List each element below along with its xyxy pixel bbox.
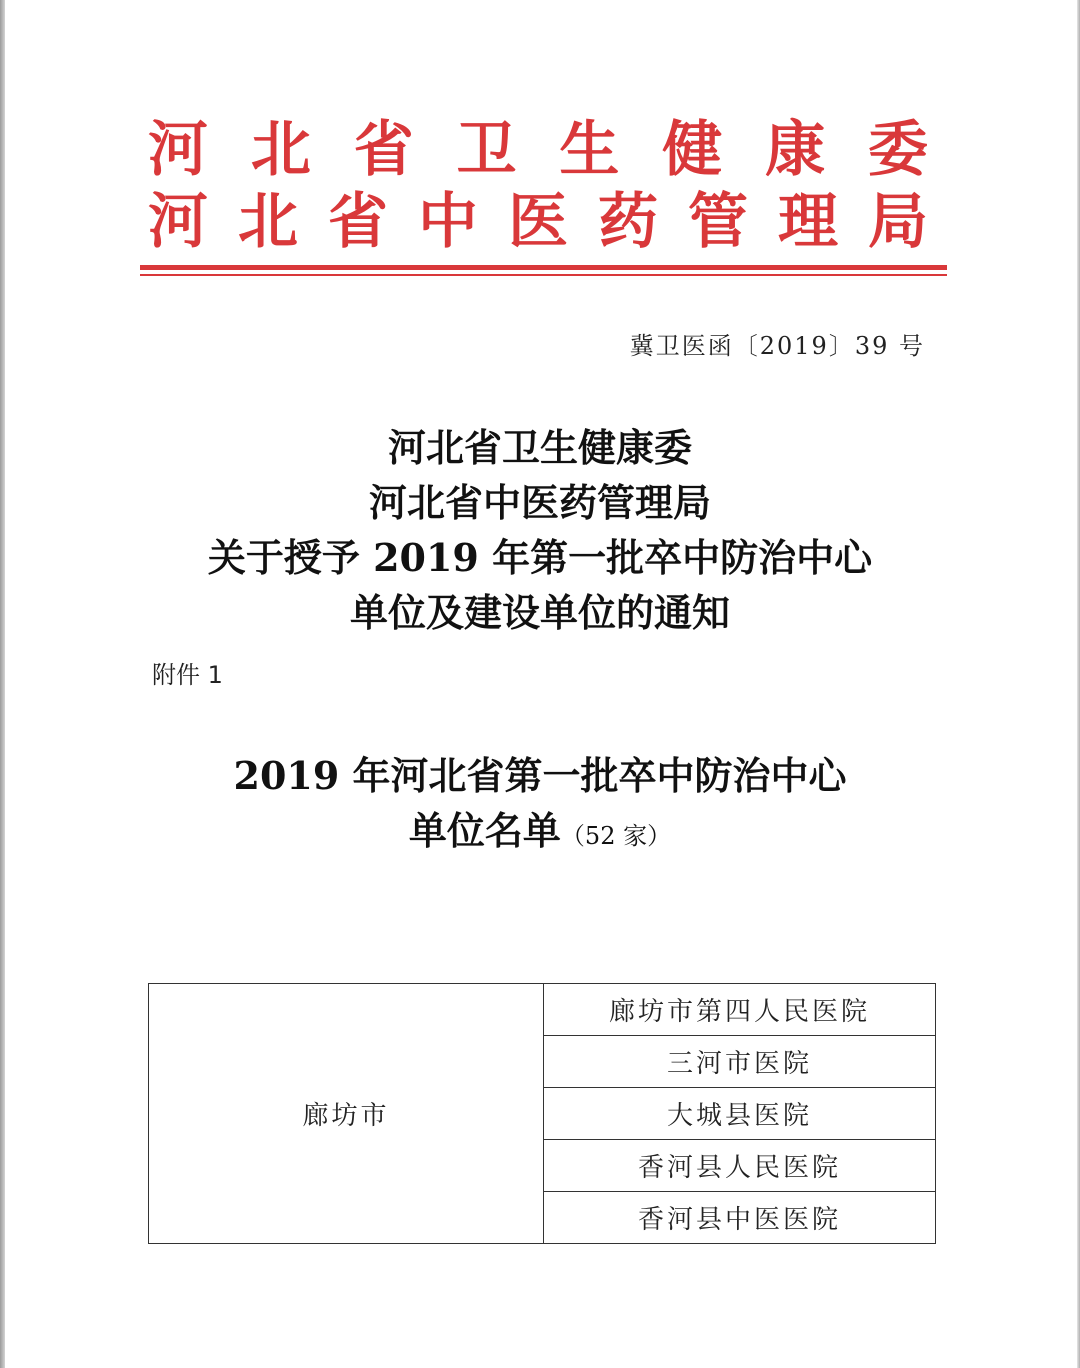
masthead-char: 委 (867, 115, 928, 185)
masthead-char: 河 (148, 187, 208, 257)
unit-count: （52 家） (560, 822, 672, 850)
document-number: 冀卫医函〔2019〕39 号 (629, 332, 925, 360)
attachment-label: 附件 1 (152, 661, 223, 689)
unit-list-title (0, 748, 1080, 858)
masthead-char: 医 (508, 187, 568, 257)
masthead-char: 理 (778, 187, 838, 257)
unit-cell: 香河县人民医院 (544, 1140, 936, 1192)
masthead-char: 中 (418, 187, 478, 257)
masthead-char: 局 (868, 187, 928, 257)
unit-cell: 三河市医院 (544, 1036, 936, 1088)
unit-cell: 香河县中医医院 (544, 1192, 936, 1244)
masthead-char: 生 (559, 115, 620, 185)
unit-cell: 廊坊市第四人民医院 (544, 984, 936, 1036)
masthead-char: 省 (328, 187, 388, 257)
masthead-char: 河 (148, 115, 208, 185)
city-cell: 廊坊市 (149, 984, 544, 1244)
masthead-char: 省 (353, 115, 414, 185)
masthead-char: 北 (238, 187, 298, 257)
notice-title-line: 河北省中医药管理局 (368, 480, 711, 525)
notice-title-line: 河北省卫生健康委 (387, 425, 692, 470)
notice-title-line: 关于授予 2019 年第一批卒中防治中心 (207, 535, 873, 580)
unit-cell: 大城县医院 (544, 1088, 936, 1140)
notice-title-line: 单位及建设单位的通知 (349, 590, 730, 635)
masthead-char: 健 (662, 115, 723, 185)
masthead-char: 卫 (456, 115, 517, 185)
masthead-char: 康 (765, 115, 826, 185)
masthead-char: 北 (250, 115, 311, 185)
unit-list-title-line: 2019 年河北省第一批卒中防治中心 (233, 753, 847, 798)
masthead-line-health-commission (148, 115, 928, 185)
masthead-char: 管 (688, 187, 748, 257)
unit-list-title-text: 单位名单 (408, 808, 561, 853)
masthead-line-tcm-bureau (148, 187, 928, 257)
masthead-char: 药 (598, 187, 658, 257)
notice-title (0, 420, 1080, 640)
masthead-divider-thick (140, 265, 947, 270)
unit-table (148, 983, 936, 1244)
page-edge-shadow-left (0, 0, 5, 1368)
unit-list-title-line2 (0, 803, 1080, 858)
masthead-divider-thin (140, 274, 947, 276)
table-row (149, 984, 936, 1036)
